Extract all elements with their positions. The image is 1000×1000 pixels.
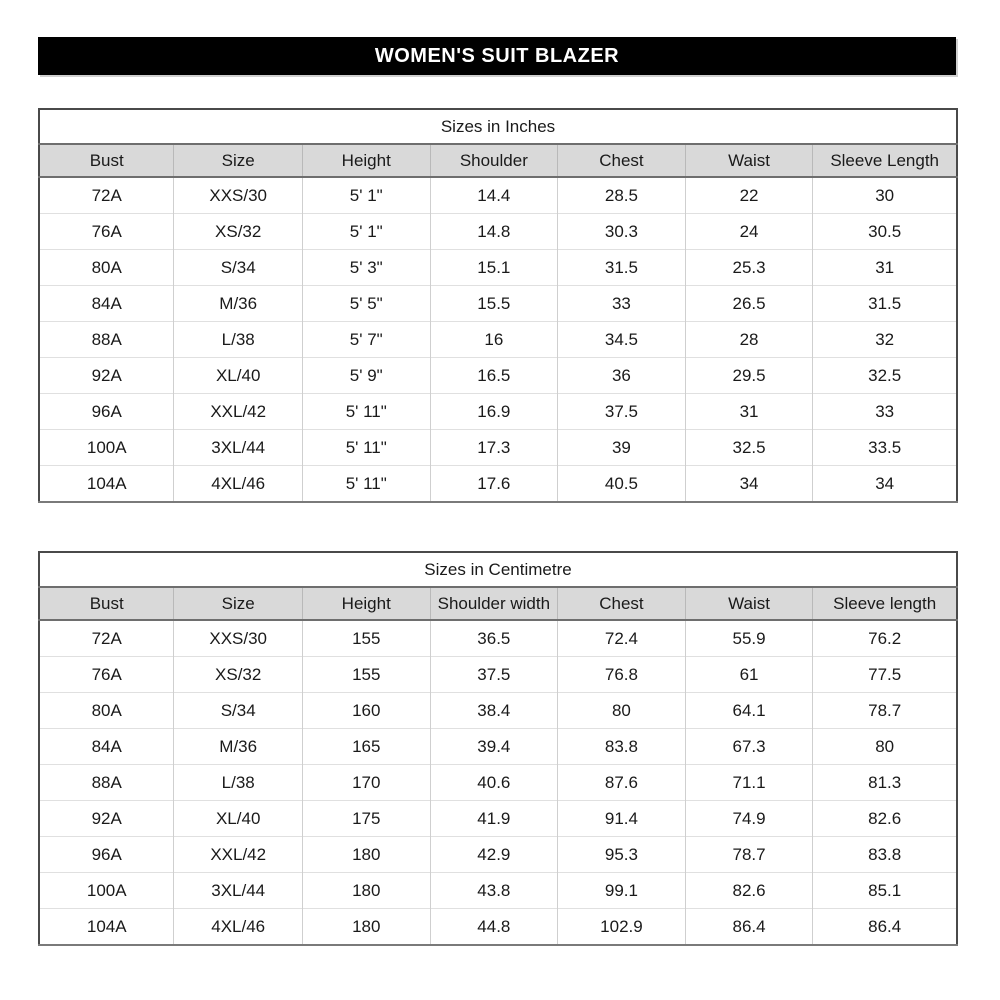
table-cell: 37.5 [430, 657, 558, 693]
table-cell: L/38 [174, 765, 303, 801]
sizes-in-inches-table [38, 108, 958, 503]
table-cell: 80 [558, 693, 686, 729]
column-header: Size [174, 144, 303, 177]
table-cell: 33 [558, 286, 686, 322]
table-cell: 92A [39, 801, 174, 837]
table-cell: 155 [302, 620, 430, 657]
table-cell: 86.4 [813, 909, 957, 946]
table-cell: 25.3 [685, 250, 813, 286]
table-cell: 92A [39, 358, 174, 394]
table-cell: 5' 1" [302, 177, 430, 214]
table-cell: 32.5 [685, 430, 813, 466]
column-header: Shoulder [430, 144, 558, 177]
table-cell: 76.2 [813, 620, 957, 657]
table-cell: 55.9 [685, 620, 813, 657]
table-cell: 16.9 [430, 394, 558, 430]
table-cell: 91.4 [558, 801, 686, 837]
table-row [39, 430, 957, 466]
table-cell: 76A [39, 657, 174, 693]
table-cell: 29.5 [685, 358, 813, 394]
table-cell: 33.5 [813, 430, 957, 466]
table-cell: 4XL/46 [174, 909, 303, 946]
column-header: Sleeve length [813, 587, 957, 620]
table-cell: 3XL/44 [174, 873, 303, 909]
table-cell: 67.3 [685, 729, 813, 765]
table-row [39, 322, 957, 358]
table-cell: 30 [813, 177, 957, 214]
table-cell: 38.4 [430, 693, 558, 729]
title-bar [38, 37, 956, 75]
table-cell: 40.5 [558, 466, 686, 503]
table-cell: XXL/42 [174, 837, 303, 873]
table-cell: 31.5 [558, 250, 686, 286]
column-header: Chest [558, 587, 686, 620]
table-cell: 34 [813, 466, 957, 503]
table-cell: 76A [39, 214, 174, 250]
column-header: Sleeve Length [813, 144, 957, 177]
table-cell: 39.4 [430, 729, 558, 765]
table-cell: 80A [39, 250, 174, 286]
table-cell: 77.5 [813, 657, 957, 693]
table-cell: 83.8 [558, 729, 686, 765]
table-title-row [39, 552, 957, 587]
table-cell: M/36 [174, 729, 303, 765]
table-cell: 15.1 [430, 250, 558, 286]
table-cell: 76.8 [558, 657, 686, 693]
table-cell: 36.5 [430, 620, 558, 657]
table-cell: 100A [39, 430, 174, 466]
table-cell: 80 [813, 729, 957, 765]
column-header: Height [302, 144, 430, 177]
table-cell: 5' 11" [302, 430, 430, 466]
table-cell: XXL/42 [174, 394, 303, 430]
table-cell: 26.5 [685, 286, 813, 322]
table-cell: 30.5 [813, 214, 957, 250]
table-cell: 165 [302, 729, 430, 765]
table-cell: 5' 9" [302, 358, 430, 394]
column-header: Size [174, 587, 303, 620]
table-cell: 24 [685, 214, 813, 250]
column-header: Height [302, 587, 430, 620]
table-cell: 85.1 [813, 873, 957, 909]
table-cell: 86.4 [685, 909, 813, 946]
table-cell: M/36 [174, 286, 303, 322]
table-cell: 15.5 [430, 286, 558, 322]
table-row [39, 177, 957, 214]
page-title: WOMEN'S SUIT BLAZER [374, 44, 620, 67]
table-cell: 5' 5" [302, 286, 430, 322]
table-row [39, 765, 957, 801]
table-cell: 99.1 [558, 873, 686, 909]
table-cell: 28 [685, 322, 813, 358]
table-cell: 30.3 [558, 214, 686, 250]
table-cell: 17.6 [430, 466, 558, 503]
table-cell: 84A [39, 729, 174, 765]
table-cell: 180 [302, 873, 430, 909]
table-cell: 95.3 [558, 837, 686, 873]
table-cell: 4XL/46 [174, 466, 303, 503]
table-cell: 180 [302, 909, 430, 946]
table-cell: 175 [302, 801, 430, 837]
column-header: Waist [685, 587, 813, 620]
column-header: Chest [558, 144, 686, 177]
table-title: Sizes in Inches [39, 109, 957, 144]
table-cell: L/38 [174, 322, 303, 358]
table-cell: 87.6 [558, 765, 686, 801]
table-cell: 96A [39, 837, 174, 873]
table-cell: 96A [39, 394, 174, 430]
table-cell: 78.7 [813, 693, 957, 729]
table-cell: 14.8 [430, 214, 558, 250]
column-header: Shoulder width [430, 587, 558, 620]
table-row [39, 286, 957, 322]
table-row [39, 620, 957, 657]
table-title: Sizes in Centimetre [39, 552, 957, 587]
table-cell: 5' 11" [302, 394, 430, 430]
table-cell: 72A [39, 177, 174, 214]
table-cell: 71.1 [685, 765, 813, 801]
table-cell: 180 [302, 837, 430, 873]
table-cell: 37.5 [558, 394, 686, 430]
table-cell: 31.5 [813, 286, 957, 322]
table-cell: 17.3 [430, 430, 558, 466]
table-cell: XS/32 [174, 657, 303, 693]
table-cell: 160 [302, 693, 430, 729]
table-cell: 16.5 [430, 358, 558, 394]
table-cell: 36 [558, 358, 686, 394]
table-row [39, 466, 957, 503]
table-cell: XL/40 [174, 801, 303, 837]
table-cell: 32 [813, 322, 957, 358]
table-cell: 104A [39, 466, 174, 503]
table-cell: 5' 11" [302, 466, 430, 503]
table-cell: 61 [685, 657, 813, 693]
table-cell: 72.4 [558, 620, 686, 657]
table-cell: S/34 [174, 693, 303, 729]
table-cell: 28.5 [558, 177, 686, 214]
table-row [39, 729, 957, 765]
table-body [39, 177, 957, 502]
table-cell: XS/32 [174, 214, 303, 250]
table-cell: 39 [558, 430, 686, 466]
table-cell: 84A [39, 286, 174, 322]
table-row [39, 250, 957, 286]
table-cell: 104A [39, 909, 174, 946]
table-cell: 88A [39, 322, 174, 358]
table-cell: 81.3 [813, 765, 957, 801]
table-cell: XXS/30 [174, 177, 303, 214]
table-row [39, 873, 957, 909]
table-cell: 72A [39, 620, 174, 657]
table-cell: S/34 [174, 250, 303, 286]
table-cell: 83.8 [813, 837, 957, 873]
table-cell: XXS/30 [174, 620, 303, 657]
table-cell: 22 [685, 177, 813, 214]
table-cell: 5' 7" [302, 322, 430, 358]
table-cell: 31 [685, 394, 813, 430]
table-cell: 34 [685, 466, 813, 503]
table-row [39, 837, 957, 873]
table-cell: 102.9 [558, 909, 686, 946]
table-row [39, 909, 957, 946]
table-cell: 82.6 [813, 801, 957, 837]
table-title-row [39, 109, 957, 144]
table-cell: 32.5 [813, 358, 957, 394]
table-row [39, 801, 957, 837]
header-row [39, 587, 957, 620]
table-row [39, 693, 957, 729]
table-cell: 3XL/44 [174, 430, 303, 466]
header-row [39, 144, 957, 177]
table-cell: 40.6 [430, 765, 558, 801]
table-cell: 16 [430, 322, 558, 358]
table-cell: 5' 1" [302, 214, 430, 250]
table-cell: 74.9 [685, 801, 813, 837]
table-cell: 44.8 [430, 909, 558, 946]
table-cell: 43.8 [430, 873, 558, 909]
column-header: Waist [685, 144, 813, 177]
table-row [39, 657, 957, 693]
table-row [39, 358, 957, 394]
table-cell: 42.9 [430, 837, 558, 873]
table-cell: 41.9 [430, 801, 558, 837]
table-row [39, 394, 957, 430]
table-cell: 5' 3" [302, 250, 430, 286]
table-cell: 64.1 [685, 693, 813, 729]
table-cell: 100A [39, 873, 174, 909]
table-cell: 82.6 [685, 873, 813, 909]
table-cell: 14.4 [430, 177, 558, 214]
table-cell: 80A [39, 693, 174, 729]
table-row [39, 214, 957, 250]
table-cell: 31 [813, 250, 957, 286]
table-cell: XL/40 [174, 358, 303, 394]
table-cell: 155 [302, 657, 430, 693]
column-header: Bust [39, 587, 174, 620]
sizes-in-centimetre-table [38, 551, 958, 946]
table-body [39, 620, 957, 945]
table-cell: 88A [39, 765, 174, 801]
table-cell: 78.7 [685, 837, 813, 873]
table-cell: 170 [302, 765, 430, 801]
table-cell: 34.5 [558, 322, 686, 358]
table-cell: 33 [813, 394, 957, 430]
column-header: Bust [39, 144, 174, 177]
